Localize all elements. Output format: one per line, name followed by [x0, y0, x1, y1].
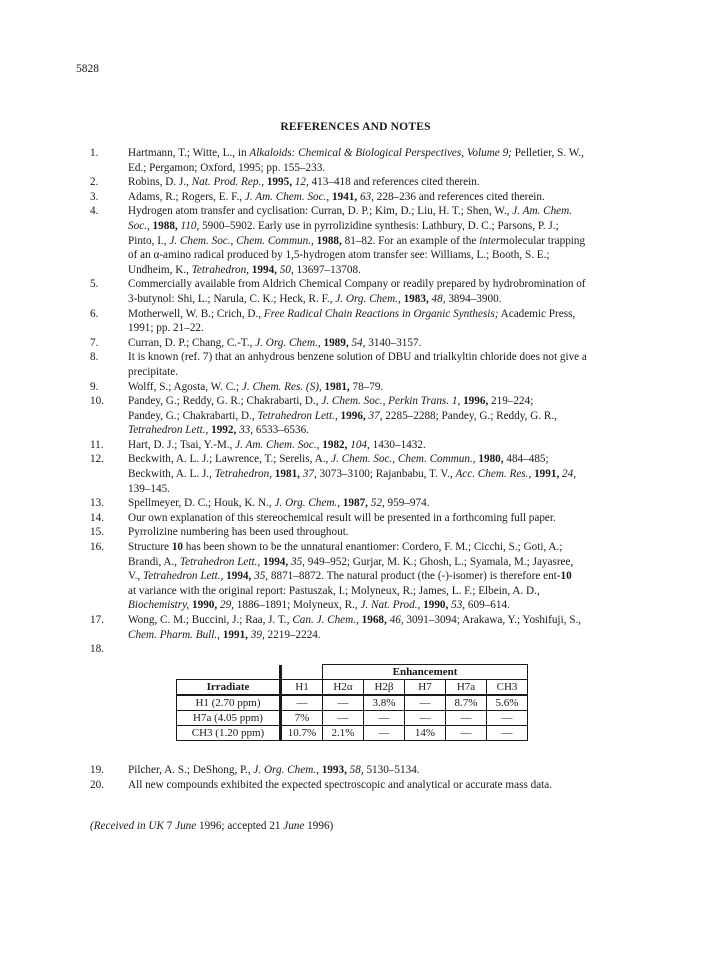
reference-line [128, 277, 650, 292]
received-mid: 1996; accepted [196, 820, 270, 832]
references-list [90, 146, 650, 657]
table-column-header: H2α [323, 680, 364, 696]
reference-segment: J. Org. Chem., [274, 497, 340, 510]
reference-item [90, 307, 650, 336]
reference-segment: Brandi, A., [128, 555, 180, 568]
reference-segment: 29, [219, 599, 234, 612]
reference-number: 16. [90, 541, 104, 554]
reference-segment: 3091–3094; Arakawa, Y.; Yoshifuji, S., [403, 614, 582, 626]
reference-line [128, 467, 650, 482]
reference-segment: Pilcher, A. S.; DeShong, P., [128, 764, 254, 776]
reference-segment: 5130–5134. [363, 764, 420, 776]
reference-segment: Pandey, G.; Chakrabarti, D., [128, 409, 258, 422]
reference-segment: 8871–8872. The natural product (the (-)-isomer) is therefore ent- [268, 570, 561, 583]
reference-segment: 219–224; [488, 395, 534, 408]
reference-segment: Commercially available from Aldrich Chemical Company or readily prepared by hydrobromination of [128, 278, 586, 291]
reference-segment: J. Org. Chem., [335, 292, 401, 305]
reference-segment: Tetrahedron Lett., [179, 555, 261, 568]
reference-segment: 63, [359, 190, 374, 203]
reference-segment: 1994, [251, 263, 277, 276]
reference-segment: J. Nat. Prod., [360, 599, 421, 612]
reference-item [90, 146, 650, 175]
table-cell: — [487, 711, 528, 726]
reference-segment: J. Org. Chem., [253, 764, 319, 776]
table-cell: 10.7% [281, 726, 323, 741]
reference-segment: 1988, [316, 234, 342, 247]
section-heading: REFERENCES AND NOTES [280, 121, 431, 133]
reference-item [90, 175, 650, 190]
reference-segment: 1886–1891; Molyneux, R., [233, 599, 361, 612]
reference-segment: J. Chem. Soc., Chem. Commun., [331, 453, 476, 466]
reference-item [90, 394, 650, 438]
reference-item [90, 613, 650, 642]
table-column-header: H7 [405, 680, 446, 696]
reference-line [128, 263, 650, 278]
reference-segment: 139–145. [128, 482, 170, 495]
reference-segment: It is known (ref. 7) that an anhydrous benzene solution of DBU and trialkyltin chloride does not give a [128, 351, 587, 364]
reference-line [128, 598, 650, 613]
reference-item [90, 190, 650, 205]
reference-segment: of an α-amino radical produced by 1,5-hydrogen atom transfer see: Williams, L.; Booth, S. E.; [128, 249, 550, 262]
reference-segment: 1994, [263, 555, 289, 568]
reference-item [90, 380, 650, 395]
reference-line [128, 175, 650, 190]
reference-number: 1. [90, 147, 99, 159]
reference-segment: 3140–3157. [365, 336, 422, 349]
reference-number: 12. [90, 453, 104, 466]
reference-line [128, 350, 650, 365]
reference-text [128, 540, 650, 613]
reference-segment: 53, [451, 599, 466, 612]
reference-line [128, 292, 650, 307]
table-cell: — [405, 711, 446, 726]
reference-segment: 1941, [332, 190, 358, 203]
received-suffix: 1996) [304, 820, 334, 832]
reference-item [90, 763, 650, 778]
page-number: 5828 [76, 63, 99, 75]
reference-number: 8. [90, 351, 99, 364]
table-row-label: CH3 (1.20 ppm) [177, 726, 281, 741]
reference-segment: 46, [389, 614, 404, 626]
table-column-header-row [177, 680, 528, 696]
reference-segment: All new compounds exhibited the expected spectroscopic and analytical or accurate mass data. [128, 778, 553, 791]
reference-text [128, 496, 650, 511]
reference-segment: 1968, [361, 614, 387, 626]
reference-segment: Robins, D. J., [128, 176, 192, 189]
reference-segment: Tetrahedron Lett., [143, 570, 224, 583]
reference-segment: 1991, [222, 628, 248, 641]
table-cell: — [446, 711, 487, 726]
reference-line [128, 146, 650, 161]
reference-line [128, 234, 650, 249]
reference-text [128, 204, 650, 277]
table-cell: — [405, 695, 446, 711]
reference-line [128, 336, 650, 351]
reference-line [128, 219, 650, 234]
reference-segment: J. Chem. Soc., Chem. Commun., [169, 234, 314, 247]
reference-segment: 1991; pp. 21–22. [128, 322, 204, 335]
reference-item [90, 642, 650, 657]
reference-segment: 2285–2288; Pandey, G.; Reddy, G. R., [382, 409, 557, 422]
reference-number: 3. [90, 190, 99, 203]
reference-line [128, 511, 650, 526]
reference-segment: 3894–3900. [445, 292, 502, 305]
reference-segment: 3073–3100; Rajanbabu, T. V., [316, 468, 456, 481]
reference-segment: 5900–5902. Early use in pyrrolizidine synthesis: Lathbury, D. C.; Parsons, P. J.; [199, 219, 559, 232]
table-row-label: H1 (2.70 ppm) [177, 695, 281, 711]
table-cell: — [281, 695, 323, 711]
table-row [177, 695, 528, 711]
reference-segment: 1983, [403, 292, 429, 305]
reference-line [128, 569, 650, 584]
reference-item [90, 778, 650, 793]
table-cell: 3.8% [364, 695, 405, 711]
reference-segment: 1996, [463, 395, 489, 408]
reference-line [128, 525, 650, 540]
reference-segment: 39, [250, 628, 265, 641]
reference-item [90, 438, 650, 453]
reference-segment: 52, [370, 497, 385, 510]
reference-segment: Spellmeyer, D. C.; Houk, K. N., [128, 497, 275, 510]
reference-line [128, 452, 650, 467]
reference-segment: 1989, [323, 336, 349, 349]
reference-segment: Can. J. Chem., [292, 614, 359, 626]
table-cell: — [323, 695, 364, 711]
reference-number: 13. [90, 497, 104, 510]
reference-segment: 1992, [211, 424, 237, 437]
reference-number: 6. [90, 307, 99, 320]
reference-segment: 1990, [192, 599, 218, 612]
received-date: 7 [166, 820, 176, 832]
reference-text [128, 642, 650, 657]
reference-segment: Acc. Chem. Res., [455, 468, 532, 481]
references-list-continued [90, 763, 650, 792]
reference-text [128, 763, 650, 778]
reference-segment: Structure [128, 541, 172, 554]
reference-line [128, 380, 650, 395]
reference-line [128, 438, 650, 453]
reference-segment: J. Am. Chem. Soc., [235, 438, 320, 451]
reference-segment: has been shown to be the unnatural enantiomer: Cordero, F. M.; Cicchi, S.; Goti, A.; [183, 541, 563, 554]
reference-segment: Soc., [128, 219, 150, 232]
reference-number: 18. [90, 643, 104, 656]
reference-segment: Hartmann, T.; Witte, L., in [128, 147, 250, 159]
reference-segment: Biochemistry, [128, 599, 190, 612]
table-column-header: CH3 [487, 680, 528, 696]
reference-segment: 54, [351, 336, 366, 349]
reference-segment: 33, [239, 424, 254, 437]
reference-number: 7. [90, 336, 99, 349]
reference-line [128, 204, 650, 219]
reference-segment: 50, [279, 263, 294, 276]
table-cell: — [364, 711, 405, 726]
reference-segment: Nat. Prod. Rep., [191, 176, 265, 189]
reference-segment: 2219–2224. [264, 628, 321, 641]
reference-segment: J. Chem. Res. (S), [241, 380, 322, 393]
reference-item [90, 540, 650, 613]
reference-segment: J. Org. Chem., [255, 336, 321, 349]
reference-line [128, 161, 650, 176]
reference-segment: Tetrahedron Lett., [257, 409, 338, 422]
reference-segment: 413–418 and references cited therein. [308, 176, 480, 189]
table-cell: — [323, 711, 364, 726]
table-blank-cell [281, 665, 323, 680]
reference-item [90, 452, 650, 496]
reference-item [90, 336, 650, 351]
reference-text [128, 438, 650, 453]
reference-number: 15. [90, 526, 104, 539]
reference-segment: Pyrrolizine numbering has been used throughout. [128, 526, 349, 539]
table-cell: — [446, 726, 487, 741]
reference-number: 9. [90, 380, 99, 393]
accepted-date: 21 [269, 820, 284, 832]
reference-segment: 10 [560, 570, 572, 583]
reference-line [128, 555, 650, 570]
reference-segment: 1990, [423, 599, 449, 612]
reference-number: 14. [90, 511, 104, 524]
reference-line [128, 540, 650, 555]
reference-segment: Ed.; Pergamon; Oxford, 1995; pp. 155–233. [128, 161, 326, 174]
reference-line [128, 394, 650, 409]
table-cell: 7% [281, 711, 323, 726]
table-cell: 8.7% [446, 695, 487, 711]
reference-text [128, 380, 650, 395]
reference-segment: Hart, D. J.; Tsai, Y.-M., [128, 438, 236, 451]
reference-item [90, 350, 650, 379]
table-blank-cell [177, 665, 281, 680]
reference-text [128, 511, 650, 526]
reference-item [90, 496, 650, 511]
reference-segment: Wong, C. M.; Buccini, J.; Raa, J. T., [128, 614, 293, 626]
reference-segment: 104, [350, 438, 370, 451]
table-row-label: H7a (4.05 ppm) [177, 711, 281, 726]
reference-line [128, 482, 650, 497]
reference-segment: 1996, [340, 409, 366, 422]
reference-segment: 1991, [534, 468, 560, 481]
reference-line [128, 423, 650, 438]
reference-item [90, 525, 650, 540]
reference-number: 20. [90, 778, 104, 791]
reference-segment: Pelletier, S. W., [511, 147, 584, 159]
reference-number: 5. [90, 278, 99, 291]
reference-segment: Pinto, I., [128, 234, 170, 247]
reference-segment: 35, [290, 555, 305, 568]
reference-segment: 609–614. [465, 599, 510, 612]
reference-line [128, 763, 650, 778]
reference-segment: 6533–6536. [253, 424, 309, 437]
received-note [90, 820, 333, 832]
reference-item [90, 511, 650, 526]
reference-line [128, 496, 650, 511]
table-cell: 5.6% [487, 695, 528, 711]
reference-segment: 3-butynol: Shi, L.; Narula, C. K.; Heck, R. F., [128, 292, 336, 305]
table-cell: — [364, 726, 405, 741]
reference-segment: Tetrahedron Lett., [128, 424, 209, 437]
reference-line [128, 613, 650, 628]
reference-segment: molecular trapping [500, 234, 586, 247]
reference-segment: 10 [171, 541, 183, 554]
reference-line [128, 778, 650, 793]
reference-segment: 78–79. [349, 380, 384, 393]
reference-segment: 1988, [152, 219, 178, 232]
table-cell: 2.1% [323, 726, 364, 741]
reference-segment: precipitate. [128, 365, 179, 378]
reference-segment: 484–485; [503, 453, 549, 466]
table-irradiate-header: Irradiate [177, 680, 281, 696]
reference-segment: 37, [302, 468, 317, 481]
accepted-month: June [283, 820, 305, 832]
reference-text [128, 350, 650, 379]
reference-segment: 1987, [342, 497, 368, 510]
reference-segment: 1982, [322, 438, 348, 451]
reference-segment: 58, [349, 764, 364, 776]
table-column-header: H2β [364, 680, 405, 696]
reference-segment: Wolff, S.; Agosta, W. C.; [128, 380, 242, 393]
reference-item [90, 204, 650, 277]
reference-segment: V., [128, 570, 144, 583]
reference-segment: 1993, [321, 764, 347, 776]
reference-text [128, 525, 650, 540]
reference-segment: Chem. Pharm. Bull., [128, 628, 220, 641]
reference-segment: inter [479, 234, 501, 247]
reference-text [128, 146, 650, 175]
reference-segment: Tetrahedron, [191, 263, 249, 276]
reference-segment: Beckwith, A. L. J.; Lawrence, T.; Serelis, A., [128, 453, 332, 466]
table-group-header-row [177, 665, 528, 680]
reference-segment: Pandey, G.; Reddy, G. R.; Chakrabarti, D., [128, 395, 322, 408]
reference-segment: 228–236 and references cited therein. [373, 190, 545, 203]
reference-line [128, 642, 650, 657]
reference-segment: 959–974. [384, 497, 430, 510]
table-column-header: H1 [281, 680, 323, 696]
reference-line [128, 321, 650, 336]
table-row [177, 726, 528, 741]
reference-number: 19. [90, 764, 104, 776]
reference-segment: Adams, R.; Rogers, E. F., [128, 190, 245, 203]
reference-line [128, 365, 650, 380]
table-cell: 14% [405, 726, 446, 741]
reference-text [128, 394, 650, 438]
reference-segment: 12, [294, 176, 309, 189]
reference-line [128, 190, 650, 205]
reference-number: 11. [90, 438, 104, 451]
reference-number: 2. [90, 176, 99, 189]
received-prefix: (Received in UK [90, 820, 167, 832]
reference-text [128, 613, 650, 642]
reference-line [128, 628, 650, 643]
reference-text [128, 277, 650, 306]
reference-segment: 1995, [266, 176, 292, 189]
reference-number: 4. [90, 205, 99, 218]
table-cell: — [487, 726, 528, 741]
reference-segment: 110, [180, 219, 200, 232]
reference-segment: 35, [254, 570, 269, 583]
reference-text [128, 190, 650, 205]
reference-text [128, 452, 650, 496]
noe-enhancement-table [176, 664, 528, 741]
reference-segment: 1980, [478, 453, 504, 466]
received-month: June [175, 820, 197, 832]
reference-segment: 1430–1432. [369, 438, 426, 451]
reference-segment: 13697–13708. [293, 263, 361, 276]
reference-segment: J. Am. Chem. Soc., [244, 190, 330, 203]
reference-text [128, 307, 650, 336]
reference-line [128, 248, 650, 263]
reference-line [128, 307, 650, 322]
table-group-header: Enhancement [323, 665, 528, 680]
reference-segment: 1994, [226, 570, 252, 583]
reference-segment: 1981, [324, 380, 350, 393]
reference-segment: 81–82. For an example of the [341, 234, 480, 247]
reference-text [128, 175, 650, 190]
table-row [177, 711, 528, 726]
reference-segment: Hydrogen atom transfer and cyclisation: Curran, D. P.; Kim, D.; Liu, H. T.; Shen, W., [128, 205, 513, 218]
reference-segment: Alkaloids: Chemical & Biological Perspectives, Volume 9; [249, 147, 512, 159]
reference-number: 10. [90, 395, 104, 408]
reference-segment: J. Chem. Soc., Perkin Trans. 1, [321, 395, 461, 408]
reference-segment: Motherwell, W. B.; Crich, D., [128, 307, 264, 320]
reference-item [90, 277, 650, 306]
reference-segment: 48, [431, 292, 446, 305]
reference-segment: J. Am. Chem. [512, 205, 573, 218]
reference-segment: at variance with the original report: Pastuszak, I.; Molyneux, R.; James, L. F.; Elbein, A. D., [128, 584, 540, 597]
reference-segment: 1981, [274, 468, 300, 481]
reference-segment: Our own explanation of this stereochemical result will be presented in a forthcoming full paper. [128, 511, 556, 524]
reference-segment: 949–952; Gurjar, M. K.; Ghosh, L.; Syamala, M.; Jayasree, [304, 555, 574, 568]
reference-line [128, 409, 650, 424]
reference-segment: Beckwith, A. L. J., [128, 468, 215, 481]
reference-line [128, 584, 650, 599]
reference-text [128, 778, 650, 793]
reference-segment: 37, [368, 409, 383, 422]
reference-segment: Curran, D. P.; Chang, C.-T., [128, 336, 256, 349]
reference-segment: 24, [562, 468, 577, 481]
reference-text [128, 336, 650, 351]
reference-segment: Undheim, K., [128, 263, 192, 276]
reference-segment: Free Radical Chain Reactions in Organic Synthesis; [263, 307, 499, 320]
reference-segment: Academic Press, [498, 307, 576, 320]
table-column-header: H7a [446, 680, 487, 696]
reference-number: 17. [90, 614, 104, 626]
reference-segment: Tetrahedron, [214, 468, 272, 481]
